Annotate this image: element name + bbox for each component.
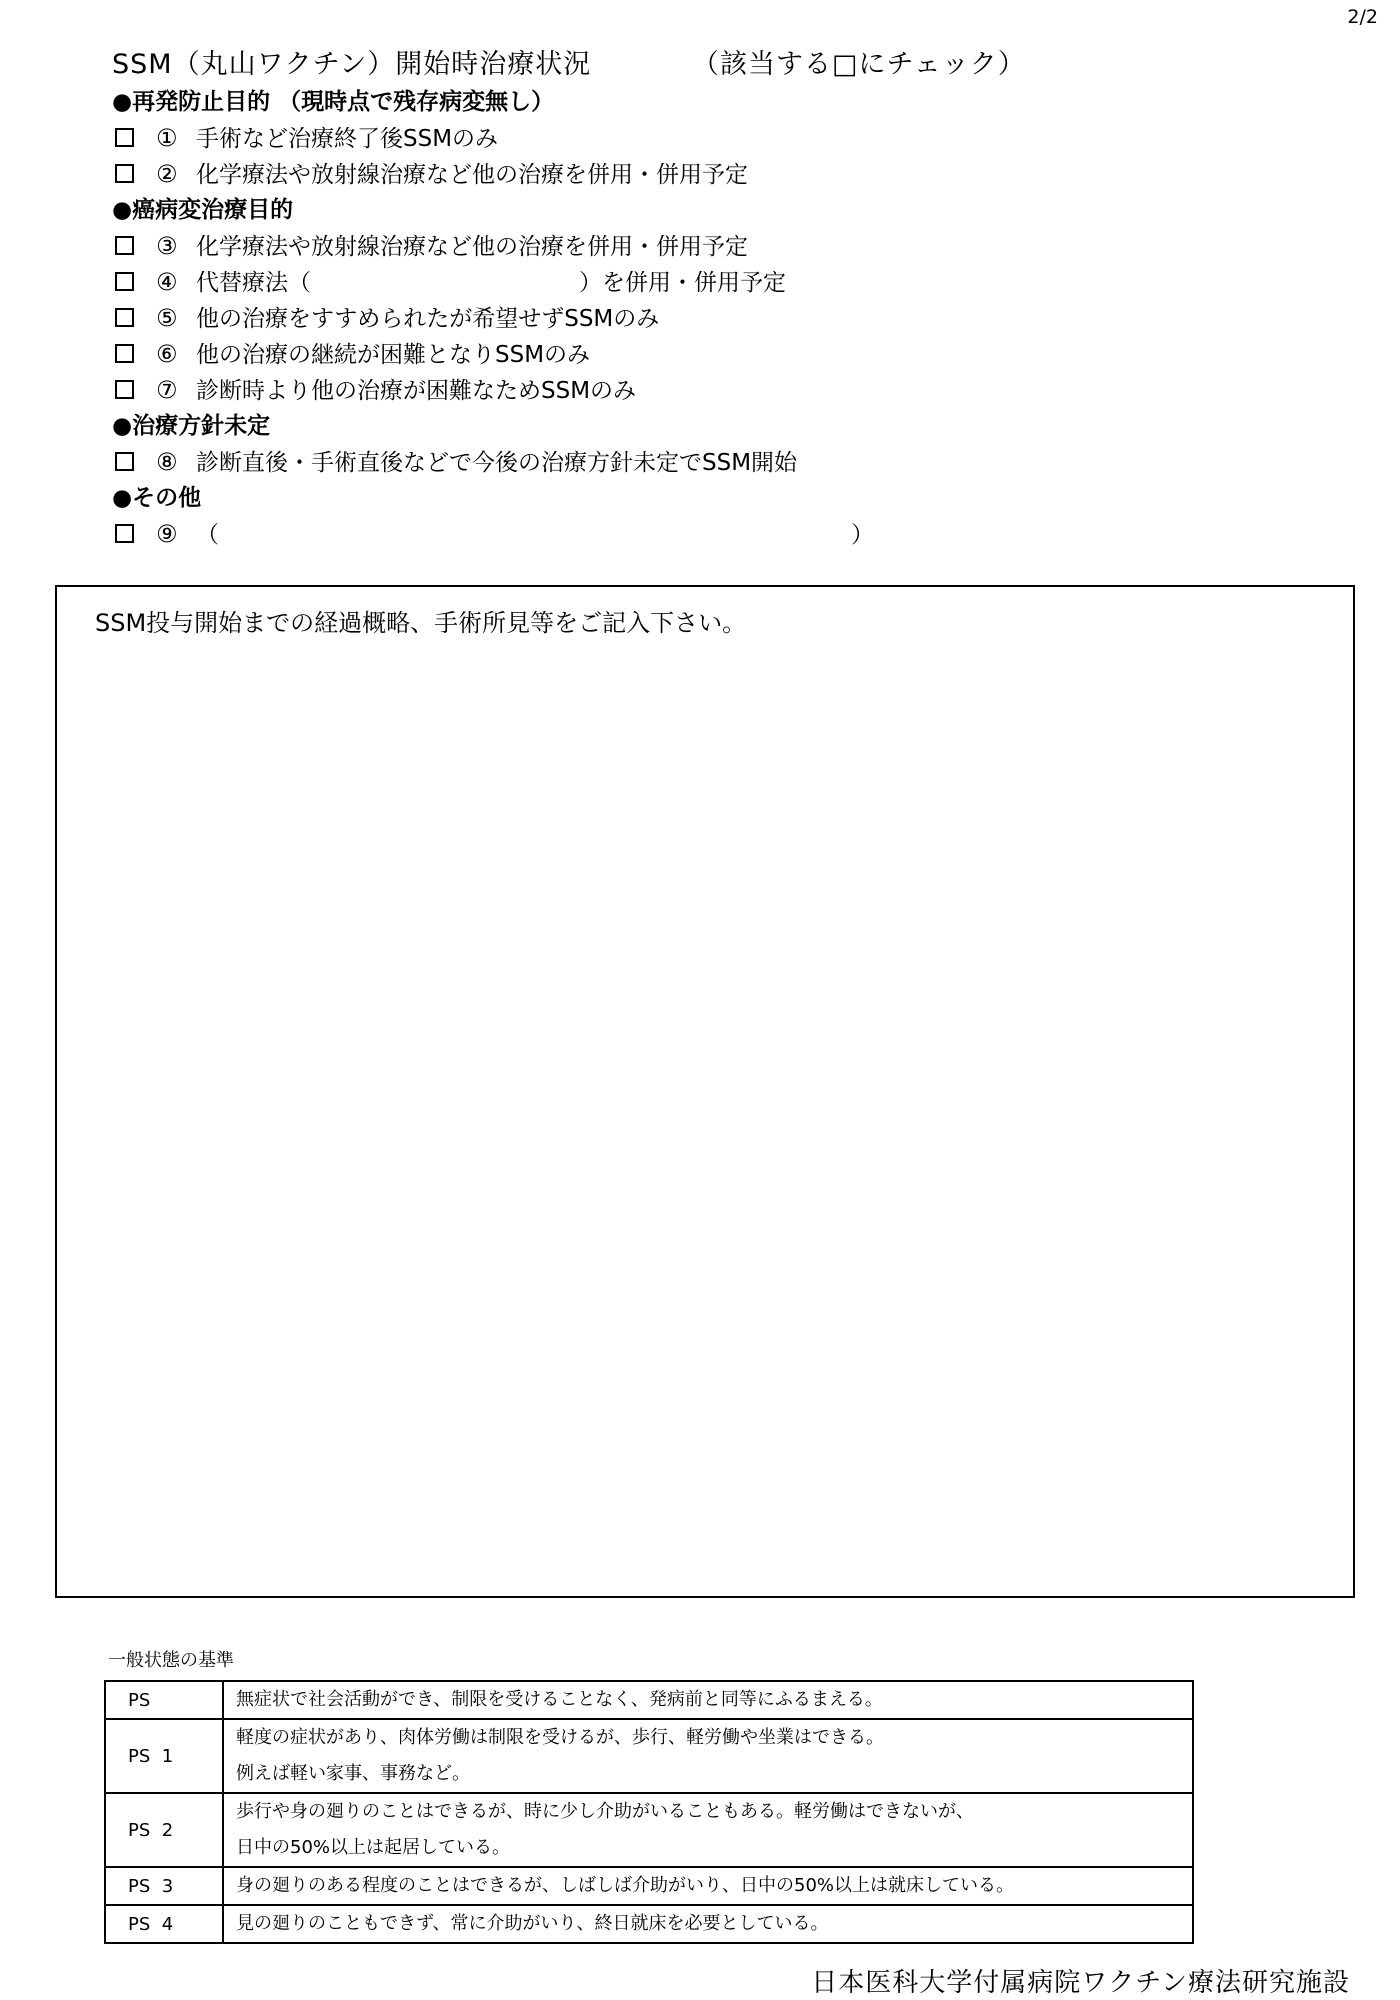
- ps-description-line: 無症状で社会活動ができ、制限を受けることなく、発病前と同等にふるまえる。: [236, 1689, 883, 1710]
- checkbox-option-5[interactable]: [115, 308, 134, 327]
- section-heading-recurrence: ●再発防止目的 （現時点で残存病変無し）: [112, 89, 555, 115]
- option-label-after: ）: [851, 522, 874, 548]
- option-9: [112, 516, 1312, 552]
- checkbox-option-9[interactable]: [115, 524, 134, 543]
- option-label: 他の治療の継続が困難となりSSMのみ: [196, 342, 591, 368]
- checkbox-option-3[interactable]: [115, 236, 134, 255]
- ps-description-line: 身の廻りのある程度のことはできるが、しばしば介助がいり、日中の50%以上は就床している。: [236, 1875, 1015, 1896]
- table-row: [105, 1867, 1193, 1905]
- page-number: 2/2: [1347, 6, 1378, 28]
- ps-description-line: 軽度の症状があり、肉体労働は制限を受けるが、歩行、軽労働や坐業はできる。: [236, 1727, 884, 1748]
- option-number: ②: [156, 160, 178, 188]
- ps-grade: PS 4: [105, 1905, 223, 1943]
- option-6: [112, 336, 1312, 372]
- table-row: [105, 1719, 1193, 1793]
- checkbox-option-4[interactable]: [115, 272, 134, 291]
- option-4: [112, 264, 1312, 300]
- option-label: 化学療法や放射線治療など他の治療を併用・併用予定: [196, 162, 748, 188]
- option-label: 診断直後・手術直後などで今後の治療方針未定でSSM開始: [196, 450, 798, 476]
- option-number: ⑦: [156, 376, 178, 404]
- option-number: ④: [156, 268, 178, 296]
- clinical-course-box: [55, 585, 1355, 1598]
- option-5: [112, 300, 1312, 336]
- option-2: [112, 156, 1312, 192]
- checkbox-option-8[interactable]: [115, 452, 134, 471]
- table-row: [105, 1905, 1193, 1943]
- option-7: [112, 372, 1312, 408]
- option-3: [112, 228, 1312, 264]
- clinical-course-label: SSM投与開始までの経過概略、手術所見等をご記入下さい。: [95, 609, 747, 637]
- option-label: 診断時より他の治療が困難なためSSMのみ: [196, 378, 637, 404]
- form-title: SSM（丸山ワクチン）開始時治療状況: [112, 49, 592, 80]
- ps-description: [223, 1719, 1193, 1793]
- section-heading-other: ●その他: [112, 485, 202, 511]
- ps-description-line: 例えば軽い家事、事務など。: [236, 1763, 470, 1784]
- option-label-before: 代替療法（: [196, 270, 311, 296]
- ps-description-line: 日中の50%以上は起居している。: [236, 1837, 511, 1858]
- ps-description: [223, 1867, 1193, 1905]
- option-label-before: （: [196, 522, 219, 548]
- treatment-options: [112, 84, 1312, 552]
- section-heading-undecided: ●治療方針未定: [112, 413, 271, 439]
- ps-grade: PS: [105, 1681, 223, 1719]
- ps-description: [223, 1905, 1193, 1943]
- ps-description: [223, 1681, 1193, 1719]
- checkbox-option-1[interactable]: [115, 128, 134, 147]
- table-row: [105, 1793, 1193, 1867]
- section-heading-lesion: ●癌病変治療目的: [112, 197, 294, 223]
- ps-grade: PS 1: [105, 1719, 223, 1793]
- option-number: ⑧: [156, 448, 178, 476]
- checkbox-option-7[interactable]: [115, 380, 134, 399]
- option-label: 化学療法や放射線治療など他の治療を併用・併用予定: [196, 234, 748, 260]
- option-number: ⑥: [156, 340, 178, 368]
- option-label: 他の治療をすすめられたが希望せずSSMのみ: [196, 306, 660, 332]
- option-label: 手術など治療終了後SSMのみ: [196, 126, 499, 152]
- form-title-note: （該当する□にチェック）: [692, 49, 1026, 80]
- ps-description-line: 歩行や身の廻りのことはできるが、時に少し介助がいることもある。軽労働はできないが、: [236, 1801, 974, 1822]
- option-number: ⑤: [156, 304, 178, 332]
- ps-description: [223, 1793, 1193, 1867]
- option-1: [112, 120, 1312, 156]
- institution-footer: 日本医科大学付属病院ワクチン療法研究施設: [811, 1968, 1350, 1998]
- option-8: [112, 444, 1312, 480]
- title-row: [112, 42, 1312, 82]
- option-number: ⑨: [156, 520, 178, 548]
- checkbox-option-6[interactable]: [115, 344, 134, 363]
- option-number: ①: [156, 124, 178, 152]
- checkbox-option-2[interactable]: [115, 164, 134, 183]
- option-label-after: ）を併用・併用予定: [579, 270, 786, 296]
- ps-grade: PS 2: [105, 1793, 223, 1867]
- clinical-course-textarea[interactable]: [67, 645, 1343, 1586]
- option-number: ③: [156, 232, 178, 260]
- ps-grade: PS 3: [105, 1867, 223, 1905]
- table-row: [105, 1681, 1193, 1719]
- performance-status-heading: 一般状態の基準: [108, 1650, 234, 1671]
- performance-status-table: [104, 1680, 1194, 1944]
- ps-description-line: 見の廻りのこともできず、常に介助がいり、終日就床を必要としている。: [236, 1913, 829, 1934]
